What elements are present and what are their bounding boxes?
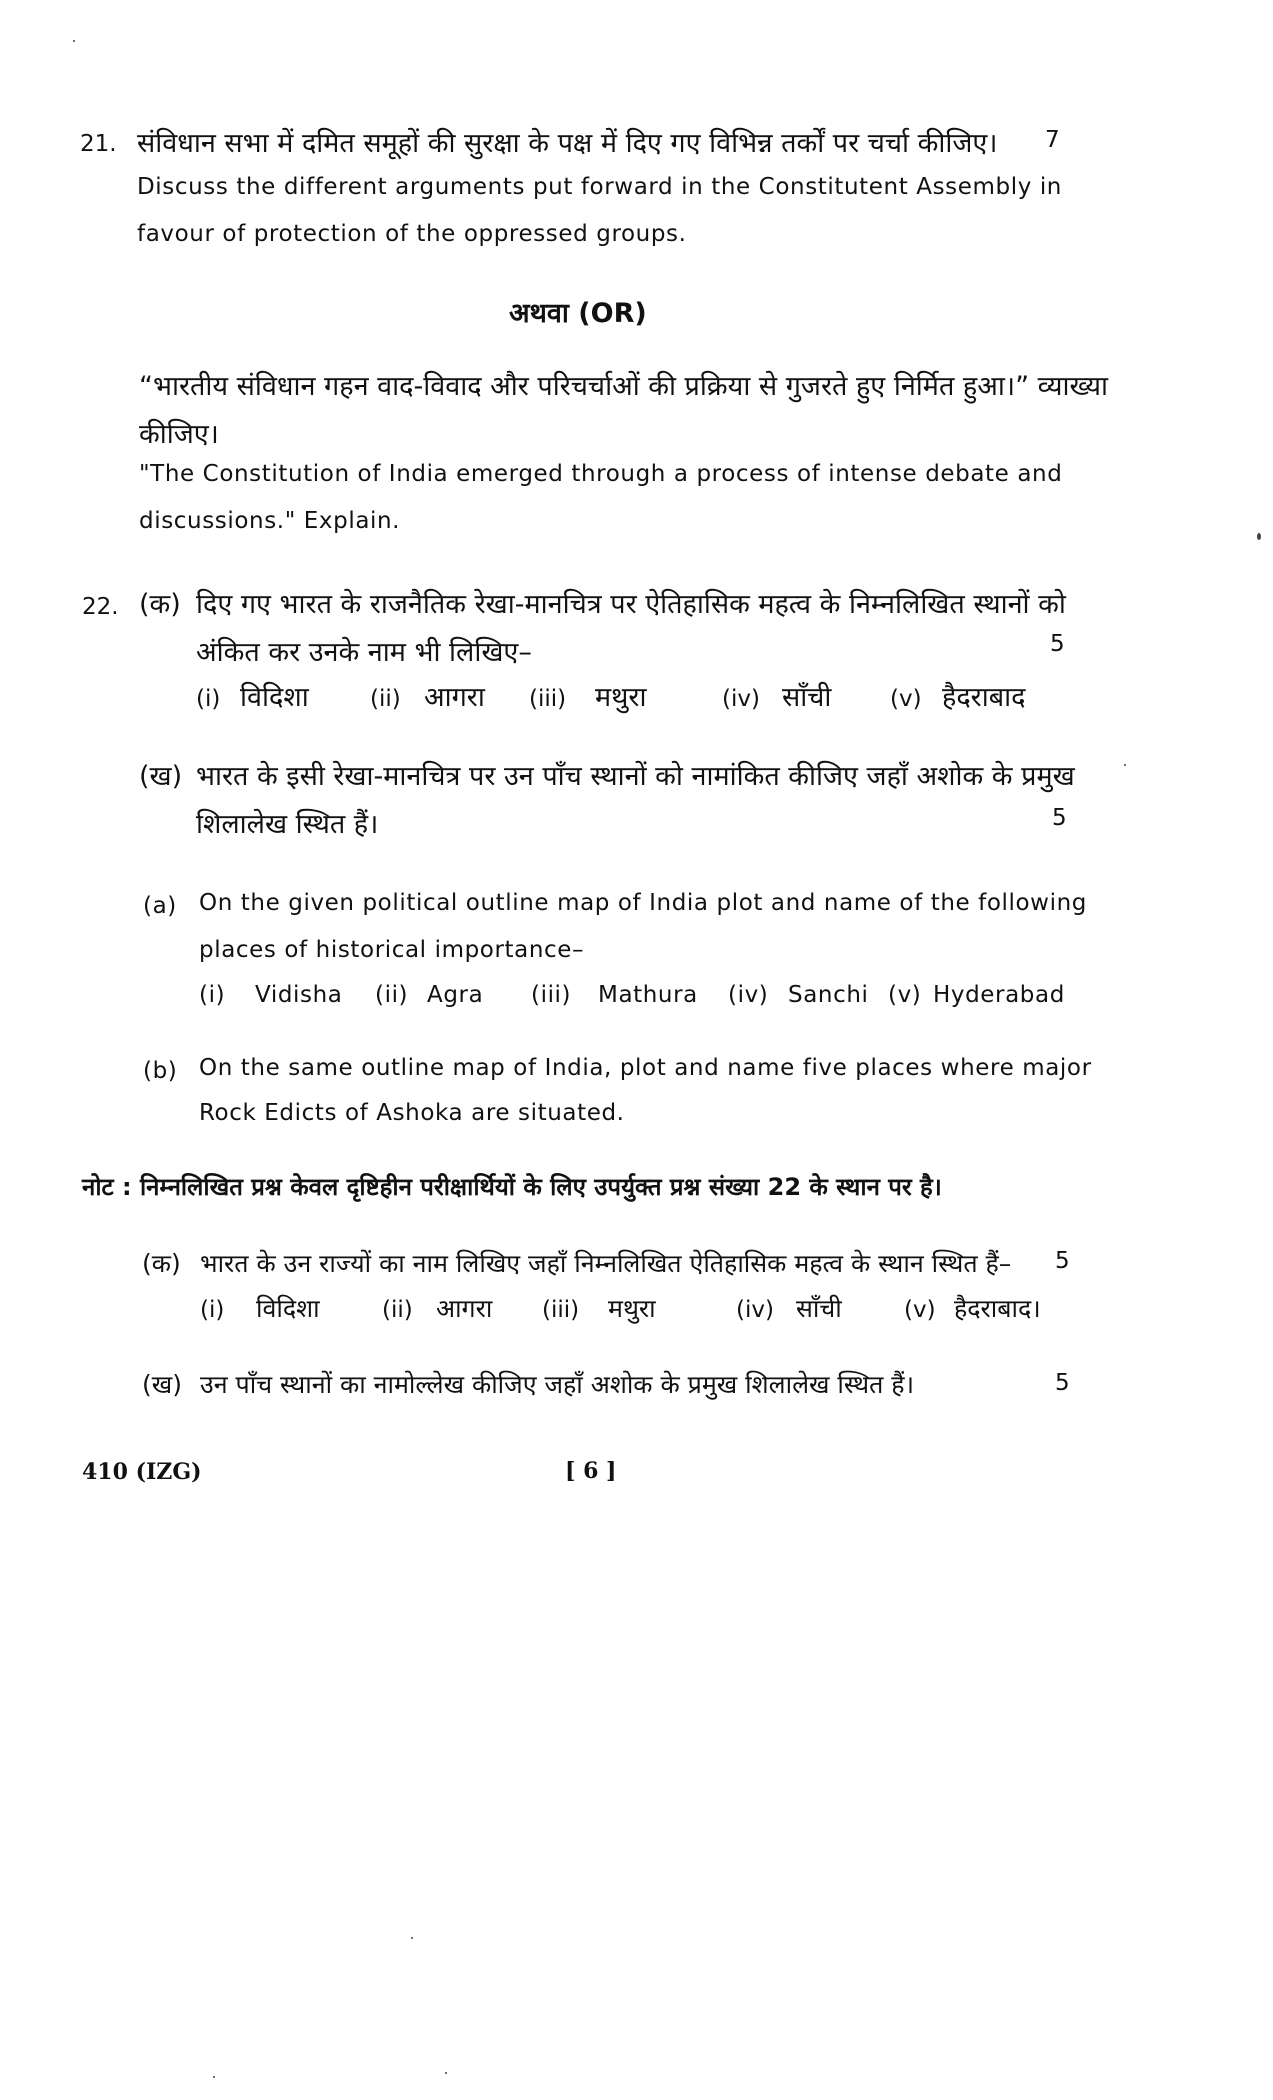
alternate-english-line-2: discussions." Explain. [139,508,401,534]
list-item-number: (i) [199,982,226,1008]
list-item-number: (i) [200,1297,225,1323]
list-item-text: विदिशा [240,682,309,713]
list-item-text: मथुरा [608,1294,656,1323]
list-item-text: Mathura [598,982,698,1008]
list-item-text: Hyderabad [933,982,1065,1008]
list-item-number: (iii) [529,686,567,712]
part-label: (ख) [142,1370,182,1399]
list-item-number: (iii) [542,1297,580,1323]
places-list-english [199,982,1065,1008]
part-a-english-line-2: places of historical importance– [199,937,585,963]
list-item-text: Sanchi [788,982,869,1008]
scan-speck [1124,764,1126,766]
list-item-number: (iii) [531,982,572,1008]
list-item-text: विदिशा [256,1294,320,1323]
list-item-text: साँची [796,1294,842,1323]
part-marks: 5 [1052,805,1067,831]
list-item-number: (iv) [736,1297,774,1323]
part-b-hindi-line-2: शिलालेख स्थित हैं। [196,809,379,840]
list-item-text: आगरा [436,1294,493,1323]
question-number: 22. [82,594,119,620]
list-item-text: मथुरा [595,682,647,713]
list-item-text: हैदराबाद। [954,1294,1041,1323]
part-b-english-line-2: Rock Edicts of Ashoka are situated. [199,1100,625,1126]
part-marks: 5 [1055,1248,1070,1274]
part-b-english-line-1: On the same outline map of India, plot and name five places where major [199,1055,1092,1081]
list-item-number: (iv) [728,982,769,1008]
list-item-number: (ii) [375,982,409,1008]
question-21-english-line-2: favour of protection of the oppressed groups. [137,221,687,247]
list-item-number: (v) [904,1297,936,1323]
scan-speck [73,40,75,42]
or-label: अथवा (OR) [509,298,647,329]
note-part-b-text: उन पाँच स्थानों का नामोल्लेख कीजिए जहाँ अशोक के प्रमुख शिलालेख स्थित हैं। [200,1370,915,1399]
scan-speck [445,2072,447,2074]
question-21-english-line-1: Discuss the different arguments put forward in the Constitutent Assembly in [137,174,1062,200]
places-list-note [200,1291,1041,1325]
part-a-hindi-line-2: अंकित कर उनके नाम भी लिखिए– [196,637,532,668]
part-a-hindi-line-1: दिए गए भारत के राजनैतिक रेखा-मानचित्र पर ऐतिहासिक महत्व के निम्नलिखित स्थानों को [196,589,1066,620]
alternate-hindi-line-2: कीजिए। [139,419,219,450]
question-number: 21. [80,131,117,157]
note-part-a-text: भारत के उन राज्यों का नाम लिखिए जहाँ निम्नलिखित ऐतिहासिक महत्व के स्थान स्थित हैं– [200,1249,1012,1278]
scan-speck [1257,533,1261,540]
list-item-number: (v) [890,686,922,712]
part-marks: 5 [1050,631,1065,657]
list-item-number: (v) [888,982,922,1008]
alternate-english-line-1: "The Constitution of India emerged through a process of intense debate and [139,461,1063,487]
list-item-text: साँची [782,682,832,713]
scan-speck [213,2076,215,2078]
part-label: (ख) [139,761,183,792]
question-marks: 7 [1045,127,1060,153]
part-label: (क) [139,589,181,620]
question-21-hindi: संविधान सभा में दमित समूहों की सुरक्षा के पक्ष में दिए गए विभिन्न तर्कों पर चर्चा कीजिए। [137,128,998,159]
part-b-hindi-line-1: भारत के इसी रेखा-मानचित्र पर उन पाँच स्थानों को नामांकित कीजिए जहाँ अशोक के प्रमुख [196,761,1075,792]
list-item-text: हैदराबाद [942,682,1026,713]
part-label: (क) [142,1249,181,1278]
places-list-hindi [196,677,1025,714]
alternate-hindi-line-1: “भारतीय संविधान गहन वाद-विवाद और परिचर्चाओं की प्रक्रिया से गुजरते हुए निर्मित हुआ।” व्याख्या [139,371,1108,402]
page-number: [ 6 ] [565,1458,617,1484]
list-item-number: (iv) [722,686,760,712]
paper-code: 410 (IZG) [82,1459,202,1485]
part-label: (a) [143,893,177,919]
scan-speck [411,1937,413,1939]
list-item-number: (ii) [370,686,401,712]
list-item-text: Agra [427,982,484,1008]
list-item-text: Vidisha [255,982,343,1008]
part-marks: 5 [1055,1370,1070,1396]
part-label: (b) [143,1058,178,1084]
list-item-number: (ii) [382,1297,413,1323]
part-a-english-line-1: On the given political outline map of India plot and name of the following [199,890,1087,916]
list-item-number: (i) [196,686,221,712]
note-heading: नोट : निम्नलिखित प्रश्न केवल दृष्टिहीन परीक्षार्थियों के लिए उपर्युक्त प्रश्न संख्या 22 के स्थान पर है। [82,1173,942,1201]
list-item-text: आगरा [424,682,485,713]
